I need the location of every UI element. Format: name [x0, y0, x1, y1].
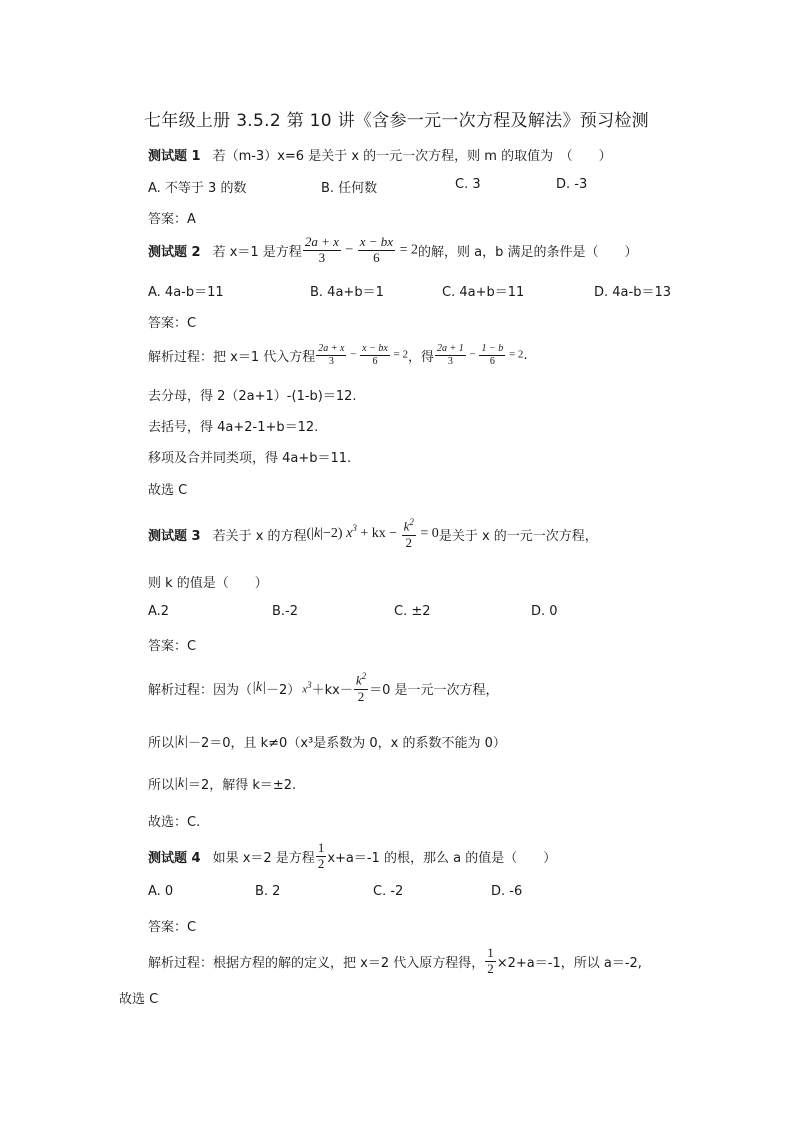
q2-sol-a-f1-num: 2a + x [318, 343, 345, 354]
q4-answer: 答案：C [148, 920, 197, 935]
q3-option-c: C. ±2 [394, 604, 431, 619]
q3-sol-l1-pre: 解析过程：因为（ [148, 682, 253, 698]
question-4 [148, 836, 556, 876]
q2-solution-line-1 [148, 337, 528, 373]
q2-sol-b-f2-num: 1 − b [481, 343, 504, 354]
question-2 [148, 230, 637, 270]
q3-sol-frac-exp: 2 [361, 671, 367, 682]
q2-solution-line-4: 移项及合并同类项，得 4a+b＝11. [148, 451, 352, 466]
q3-plus-kx: + kx − [360, 526, 398, 542]
q3-sol-l2-abs-k: |k| [174, 733, 188, 749]
question-3-text-pre: 若关于 x 的方程 [212, 528, 307, 544]
question-3-label: 测试题 3 [148, 528, 201, 544]
q4-option-d: D. -6 [491, 884, 523, 899]
question-3-text-post: 是关于 x 的一元一次方程， [438, 528, 598, 544]
q3-fraction [402, 517, 416, 550]
q2-sol-b-rhs: = 2 [508, 348, 524, 361]
q3-frac-den: 2 [405, 534, 413, 550]
q4-sol-frac-num: 1 [487, 944, 494, 960]
q3-k: k [314, 526, 321, 542]
question-2-text-post: 的解，则 a，b 满足的条件是（ ） [417, 244, 638, 260]
page-title: 七年级上册 3.5.2 第 10 讲《含参一元一次方程及解法》预习检测 [143, 111, 649, 131]
question-1 [148, 145, 612, 164]
q3-frac-exp2: 2 [409, 517, 414, 528]
question-3-line-2: 则 k 的值是（ ） [148, 576, 268, 591]
q2-sol-a-f2-num: x − bx [362, 343, 388, 354]
q3-sol-x: x [302, 683, 308, 696]
question-2-text-pre: 若 x＝1 是方程 [212, 244, 302, 260]
q3-sol-l1-kx: ＋kx－ [311, 682, 353, 698]
q2-fraction-1 [303, 235, 341, 266]
q2-sol-b-fraction-2 [479, 343, 505, 367]
q2-solution-line-2: 去分母，得 2（2a+1）-(1-b)＝12. [148, 389, 357, 404]
q2-sol-a-minus: − [350, 348, 357, 361]
q4-sol-fraction [484, 946, 497, 977]
q3-sol-frac-den: 2 [357, 688, 365, 704]
q3-solution-line-1 [148, 667, 499, 709]
q4-frac-num: 1 [317, 839, 325, 855]
q2-f2-numerator: x − bx [359, 233, 394, 249]
q4-solution-line-1 [148, 941, 642, 981]
q2-sol-b-minus: − [469, 348, 476, 361]
q2-minus: − [345, 242, 354, 258]
q2-answer: 答案：C [148, 316, 197, 331]
q3-sol-k: k [255, 680, 263, 695]
q3-sol-l2-post: －2＝0，且 k≠0（x³是系数为 0，x 的系数不能为 0） [187, 736, 506, 751]
q2-solution-line-5: 故选 C [148, 483, 188, 498]
question-4-text-pre: 如果 x＝2 是方程 [212, 850, 315, 866]
q3-option-a: A.2 [148, 604, 170, 619]
q2-sol-b-f1-num: 2a + 1 [437, 343, 464, 354]
q2-rhs: = 2 [399, 242, 418, 258]
q4-option-a: A. 0 [148, 884, 174, 899]
q3-sol-fraction [353, 671, 369, 704]
q3-solution-line-2 [148, 732, 506, 751]
q4-option-c: C. -2 [373, 884, 404, 899]
q4-sol-frac-den: 2 [487, 960, 494, 976]
q2-solution-line-3: 去括号，得 4a+2-1+b＝12. [148, 420, 319, 435]
q2-sol-a-fraction-1 [316, 343, 346, 367]
q3-solution-line-3 [148, 774, 296, 793]
q4-fraction [315, 841, 328, 872]
q3-abs-close: |−2) [320, 526, 343, 542]
q4-option-b: B. 2 [255, 884, 281, 899]
q3-equation [307, 517, 439, 550]
q2-sol-l1-mid: ，得 [407, 349, 434, 365]
q3-solution-line-4: 故选：C. [148, 815, 201, 830]
q3-sol-l3-k: k [177, 775, 185, 791]
q3-exp3: 3 [352, 523, 357, 534]
q1-answer: 答案：A [148, 212, 196, 227]
q2-sol-b-f2-den: 6 [489, 355, 495, 367]
q2-f2-denominator: 6 [373, 249, 380, 265]
q2-option-b: B. 4a+b＝1 [310, 285, 384, 300]
q1-option-a: A. 不等于 3 的数 [148, 181, 247, 196]
q3-abs-open: (| [306, 526, 315, 542]
q4-frac-den: 2 [317, 855, 325, 871]
q3-sol-frac-k: k [355, 672, 362, 688]
question-4-label: 测试题 4 [148, 850, 201, 866]
q3-sol-abs-k: |k| [252, 680, 266, 695]
q3-option-b: B.-2 [272, 604, 299, 619]
q2-sol-equation-b [434, 343, 523, 367]
q3-sol-x3 [302, 680, 311, 696]
q2-sol-a-f1-den: 3 [328, 355, 334, 367]
q2-sol-a-rhs: = 2 [393, 348, 408, 361]
q3-sol-l1-post: ＝0 是一元一次方程， [369, 682, 499, 698]
q2-option-c: C. 4a+b＝11 [442, 285, 525, 300]
q3-sol-exp: 3 [307, 680, 312, 691]
q4-sol-l1-post: ×2+a＝-1，所以 a＝-2, [496, 955, 642, 971]
q2-sol-b-fraction-1 [435, 343, 466, 367]
q2-sol-b-f1-den: 3 [447, 355, 453, 367]
question-2-label: 测试题 2 [148, 244, 201, 260]
q2-fraction-2 [358, 235, 395, 266]
q2-sol-a-fraction-2 [360, 343, 390, 367]
question-3 [148, 512, 598, 556]
q4-solution-line-2: 故选 C [119, 992, 159, 1007]
question-1-label: 测试题 1 [148, 149, 201, 164]
q2-f1-denominator: 3 [318, 249, 326, 265]
q2-option-d: D. 4a-b＝13 [594, 285, 671, 300]
q3-sol-l2-k: k [177, 733, 185, 749]
q2-equation [302, 235, 418, 266]
q3-answer: 答案：C [148, 639, 197, 654]
q3-option-d: D. 0 [531, 604, 558, 619]
q3-sol-l1-mid: －2） [265, 682, 301, 698]
q3-sol-l3-pre: 所以 [148, 778, 175, 793]
q2-sol-equation-a [315, 343, 408, 367]
q3-rhs: = 0 [420, 526, 439, 542]
q2-sol-a-f2-den: 6 [372, 355, 378, 367]
q1-option-d: D. -3 [556, 177, 588, 192]
q3-x: x [346, 526, 353, 542]
q2-option-a: A. 4a-b＝11 [148, 285, 224, 300]
q3-sol-l3-abs-k: |k| [174, 775, 188, 791]
question-1-text: 若（m-3）x=6 是关于 x 的一元一次方程，则 m 的取值为 （ ） [212, 149, 612, 164]
q3-sol-l3-post: ＝2，解得 k＝±2. [187, 778, 297, 793]
q2-f1-numerator: 2a + x [304, 233, 339, 249]
q2-sol-l1-pre: 解析过程：把 x＝1 代入方程 [148, 349, 316, 365]
q4-sol-l1-pre: 解析过程：根据方程的解的定义，把 x＝2 代入原方程得， [148, 955, 485, 971]
question-4-text-post: x+a＝-1 的根，那么 a 的值是（ ） [327, 850, 557, 866]
q2-sol-l1-post: . [523, 347, 528, 363]
q1-option-b: B. 任何数 [321, 181, 378, 196]
q3-frac-k: k [403, 518, 410, 534]
q1-option-c: C. 3 [455, 177, 481, 192]
q3-sol-l2-pre: 所以 [148, 736, 175, 751]
